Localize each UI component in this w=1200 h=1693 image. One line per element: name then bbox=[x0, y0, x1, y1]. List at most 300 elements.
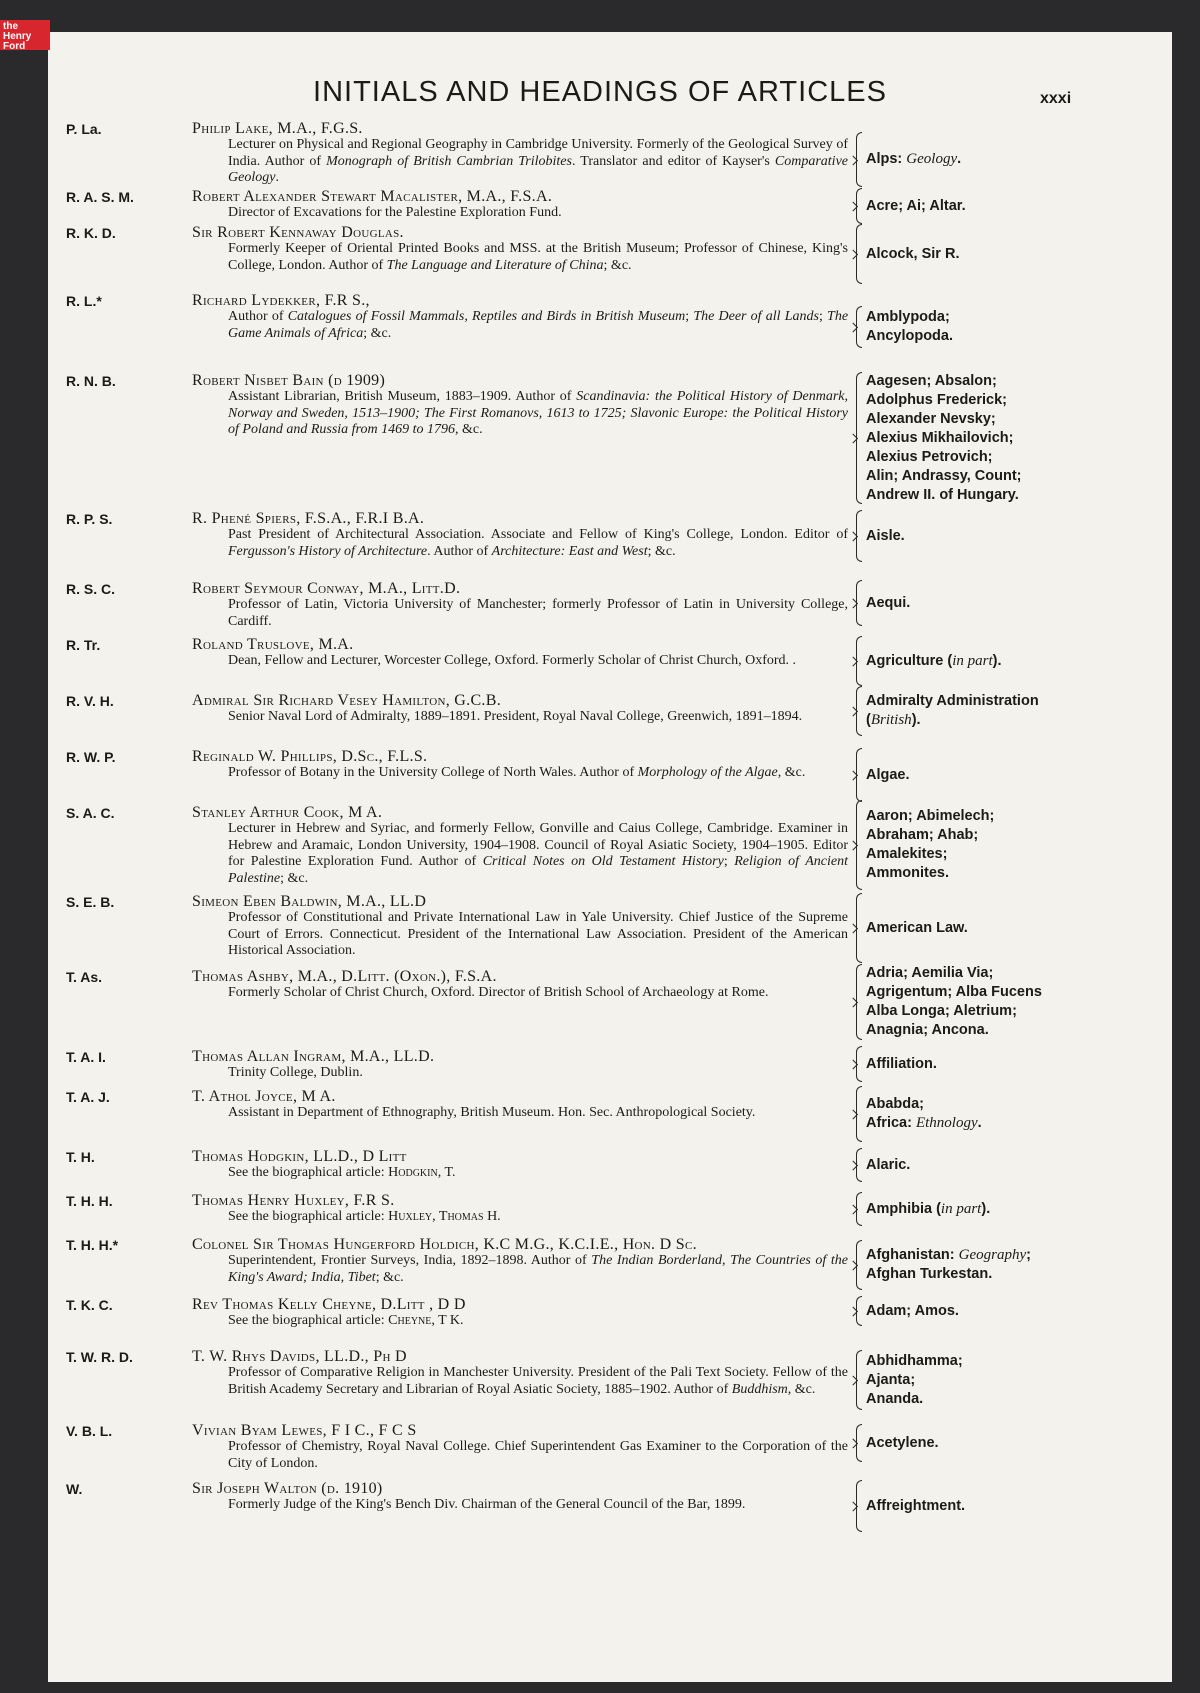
brace-part bbox=[856, 1063, 862, 1082]
contributor-name: Robert Nisbet Bain (d 1909) bbox=[192, 372, 386, 389]
contributor-initials: T. A. I. bbox=[66, 1049, 106, 1065]
contributor-description bbox=[192, 804, 848, 887]
text-run: Professor of Botany in the University College of North Wales. Author of bbox=[228, 765, 638, 780]
article-heading bbox=[866, 429, 1186, 448]
article-headings bbox=[866, 150, 1186, 169]
article-heading bbox=[866, 150, 1186, 169]
article-headings bbox=[866, 1156, 1186, 1175]
text-run: ; bbox=[818, 309, 828, 324]
article-heading bbox=[866, 467, 1186, 486]
contributor-initials: R. S. C. bbox=[66, 581, 116, 597]
contributor-name: Thomas Henry Huxley, F.R S. bbox=[192, 1192, 395, 1209]
article-heading bbox=[866, 1002, 1186, 1021]
article-heading bbox=[866, 372, 1186, 391]
contributor-initials: S. A. C. bbox=[66, 805, 115, 821]
brace-bracket bbox=[852, 188, 862, 224]
contributor-description bbox=[192, 224, 848, 274]
article-headings bbox=[866, 527, 1186, 546]
article-heading bbox=[866, 1371, 1186, 1390]
contributor-name: Stanley Arthur Cook, M A. bbox=[192, 804, 383, 821]
brace-bracket bbox=[852, 580, 862, 626]
article-heading bbox=[866, 486, 1186, 505]
article-headings bbox=[866, 1095, 1186, 1133]
brace-part bbox=[856, 636, 862, 662]
contributor-description bbox=[192, 1296, 848, 1330]
text-run: Alexius Mikhailovich; bbox=[866, 430, 1014, 446]
italic-text: Religion of Ancient Palestine bbox=[228, 854, 848, 886]
text-run: Aagesen; Absalon; bbox=[866, 373, 997, 389]
article-heading bbox=[866, 245, 1186, 264]
text-run: See the biographical article: bbox=[228, 1209, 389, 1224]
text-run: , &c. bbox=[787, 1381, 816, 1397]
article-heading bbox=[866, 527, 1186, 546]
text-run: Professor of Chemistry, Royal Naval College. Chief Superintendent Gas Examiner to the Corporation of the City of London. bbox=[228, 1439, 848, 1471]
text-run: Director of Excavations for the Palestine Exploration Fund. bbox=[228, 205, 562, 220]
contributor-initials: S. E. B. bbox=[66, 894, 115, 910]
article-heading bbox=[866, 410, 1186, 429]
article-heading bbox=[866, 1434, 1186, 1453]
article-heading bbox=[866, 594, 1186, 613]
contributor-description bbox=[192, 372, 848, 439]
contributor-initials: V. B. L. bbox=[66, 1423, 113, 1439]
brace-bracket bbox=[852, 1480, 862, 1532]
text-run: Alps: bbox=[866, 151, 907, 167]
contributor-bio bbox=[228, 241, 848, 274]
italic-text: The Game Animals of Africa bbox=[228, 309, 849, 341]
article-headings bbox=[866, 964, 1186, 1040]
text-run: Alin; Andrassy, Count; bbox=[866, 468, 1022, 484]
brace-bracket bbox=[852, 1192, 862, 1226]
page-number: xxxi bbox=[1040, 90, 1072, 107]
text-run: ; &c. bbox=[363, 325, 392, 341]
brace-part bbox=[856, 580, 862, 604]
contributor-initials: R. W. P. bbox=[66, 749, 116, 765]
text-run: ; bbox=[1026, 1247, 1031, 1263]
contributor-initials: R. L.* bbox=[66, 293, 102, 309]
contributor-name: Reginald W. Phillips, D.Sc., F.L.S. bbox=[192, 748, 428, 765]
contributor-bio bbox=[228, 765, 848, 782]
brace-part bbox=[856, 253, 862, 284]
brace-bracket bbox=[852, 306, 862, 348]
logo-text: Henry bbox=[3, 31, 32, 42]
text-run: Africa: bbox=[866, 1115, 916, 1131]
contributor-description bbox=[192, 188, 848, 222]
contributor-initials: R. N. B. bbox=[66, 373, 116, 389]
italic-text: Geography bbox=[958, 1247, 1027, 1263]
brace-bracket bbox=[852, 224, 862, 284]
contributor-description bbox=[192, 580, 848, 630]
brace-bracket bbox=[852, 1148, 862, 1182]
article-heading bbox=[866, 652, 1186, 671]
text-run: Aisle. bbox=[866, 527, 905, 544]
text-run: Assistant in Department of Ethnography, British Museum. Hon. Sec. Anthropological Society. bbox=[228, 1105, 756, 1120]
text-run: ; &c. bbox=[603, 257, 632, 273]
article-heading bbox=[866, 308, 1186, 327]
brace-part bbox=[856, 1113, 862, 1142]
contributor-initials: T. K. C. bbox=[66, 1297, 113, 1313]
contributor-description bbox=[192, 1480, 848, 1514]
text-run: Ancylopoda. bbox=[866, 328, 954, 344]
italic-text: The Language and Literature of China bbox=[386, 257, 604, 273]
text-run: Abhidhamma; bbox=[866, 1352, 963, 1369]
text-run: Ababda; bbox=[866, 1096, 924, 1112]
text-run: Senior Naval Lord of Admiralty, 1889–1891. President, Royal Naval College, Greenwich, 1891–1894. bbox=[228, 709, 803, 724]
contributor-description bbox=[192, 692, 848, 726]
brace-bracket bbox=[852, 1086, 862, 1142]
article-headings bbox=[866, 308, 1186, 346]
article-headings bbox=[866, 766, 1186, 785]
contributor-bio bbox=[228, 205, 848, 222]
contributor-description bbox=[192, 968, 848, 1002]
contributor-bio bbox=[228, 527, 848, 560]
italic-text: in part bbox=[940, 1200, 982, 1217]
text-run: Author of bbox=[228, 309, 288, 324]
contributor-bio bbox=[228, 910, 848, 960]
text-run: . Translator and editor of Kayser's bbox=[571, 153, 775, 169]
text-run: Afghan Turkestan. bbox=[866, 1266, 993, 1282]
article-headings bbox=[866, 372, 1186, 505]
contributor-name: R. Phené Spiers, F.S.A., F.R.I B.A. bbox=[192, 510, 425, 527]
article-heading bbox=[866, 1246, 1186, 1265]
article-headings bbox=[866, 919, 1186, 938]
text-run: ( bbox=[866, 712, 871, 728]
brace-part bbox=[856, 1480, 862, 1507]
contributor-initials: R. P. S. bbox=[66, 511, 113, 527]
article-heading bbox=[866, 766, 1186, 785]
contributor-initials: R. K. D. bbox=[66, 225, 116, 241]
contributor-bio bbox=[228, 389, 848, 439]
contributor-initials: T. W. R. D. bbox=[66, 1349, 133, 1365]
contributor-name: Sir Robert Kennaway Douglas. bbox=[192, 224, 404, 241]
article-headings bbox=[866, 1055, 1186, 1074]
italic-text: Monograph of British Cambrian Trilobites bbox=[326, 153, 572, 169]
brace-bracket bbox=[852, 1350, 862, 1410]
text-run: . Author of bbox=[427, 543, 492, 559]
page-title: INITIALS AND HEADINGS OF ARTICLES bbox=[313, 76, 887, 108]
text-run: ; &c. bbox=[647, 543, 676, 559]
brace-part bbox=[856, 1086, 862, 1115]
contributor-description bbox=[192, 636, 848, 670]
contributor-description bbox=[192, 1422, 848, 1472]
contributor-bio bbox=[228, 1209, 848, 1226]
contributor-description bbox=[192, 1348, 848, 1398]
contributor-bio bbox=[228, 1497, 848, 1514]
text-run: Afghanistan: bbox=[866, 1247, 959, 1263]
contributor-bio bbox=[228, 1165, 848, 1182]
text-run: Adria; Aemilia Via; bbox=[866, 965, 994, 981]
article-heading bbox=[866, 1265, 1186, 1284]
contributor-name: Robert Alexander Stewart Macalister, M.A., F.S.A. bbox=[192, 188, 553, 205]
contributor-name: Richard Lydekker, F.R S., bbox=[192, 292, 370, 309]
text-run: Trinity College, Dublin. bbox=[228, 1065, 363, 1080]
article-heading bbox=[866, 1200, 1186, 1219]
contributor-initials: W. bbox=[66, 1481, 83, 1497]
brace-part bbox=[856, 893, 862, 929]
article-heading bbox=[866, 807, 1186, 826]
text-run: Professor of Constitutional and Private International Law in Yale University. Chief Justice of the Supreme Court of Errors. Connecticut. President of the International Law Association. President of the American Historical Association. bbox=[228, 910, 848, 958]
italic-text: Catalogues of Fossil Mammals, Reptiles and Birds in British Museum bbox=[287, 309, 686, 324]
brace-bracket bbox=[852, 893, 862, 963]
text-run: Acetylene. bbox=[866, 1434, 939, 1451]
text-run: Agrigentum; Alba Fucens bbox=[866, 984, 1042, 1000]
brace-part bbox=[856, 1350, 862, 1381]
text-run: , &c. bbox=[777, 765, 806, 780]
contributor-description bbox=[192, 1192, 848, 1226]
article-heading bbox=[866, 692, 1186, 711]
brace-part bbox=[856, 205, 862, 224]
article-heading bbox=[866, 327, 1186, 346]
text-run: ; &c. bbox=[280, 870, 309, 886]
brace-part bbox=[856, 927, 862, 963]
contributor-name: Rev Thomas Kelly Cheyne, D.Litt , D D bbox=[192, 1296, 466, 1313]
contributor-description bbox=[192, 292, 848, 342]
brace-bracket bbox=[852, 1424, 862, 1462]
text-run: Adolphus Frederick; bbox=[866, 392, 1007, 408]
article-heading bbox=[866, 197, 1186, 216]
italic-text: Morphology of the Algae bbox=[637, 765, 778, 780]
henry-ford-logo[interactable] bbox=[0, 20, 50, 50]
article-headings bbox=[866, 594, 1186, 613]
text-run: Assistant Librarian, British Museum, 1883–1909. Author of bbox=[228, 389, 577, 404]
text-run: ). bbox=[981, 1200, 991, 1217]
article-heading bbox=[866, 391, 1186, 410]
brace-bracket bbox=[852, 132, 862, 187]
article-headings bbox=[866, 197, 1186, 216]
contributor-bio bbox=[228, 1105, 848, 1122]
contributor-name: Sir Joseph Walton (d. 1910) bbox=[192, 1480, 383, 1497]
italic-text: Critical Notes on Old Testament History bbox=[482, 854, 724, 869]
text-run: Algae. bbox=[866, 766, 910, 783]
text-run: . bbox=[275, 170, 279, 185]
article-headings bbox=[866, 1246, 1186, 1284]
italic-text: Geology bbox=[906, 151, 958, 167]
text-run: Alexius Petrovich; bbox=[866, 449, 993, 465]
brace-part bbox=[856, 964, 862, 1003]
brace-bracket bbox=[852, 372, 862, 504]
contributor-bio bbox=[228, 597, 848, 630]
contributor-bio bbox=[228, 1439, 848, 1472]
contributor-name: T. W. Rhys Davids, LL.D., Ph D bbox=[192, 1348, 407, 1365]
brace-bracket bbox=[852, 748, 862, 802]
contributor-description bbox=[192, 1088, 848, 1122]
text-run: See the biographical article: bbox=[228, 1313, 389, 1328]
text-run: Superintendent, Frontier Surveys, India, 1892–1898. Author of bbox=[228, 1253, 592, 1268]
brace-bracket bbox=[852, 636, 862, 686]
contributor-description bbox=[192, 120, 848, 187]
brace-bracket bbox=[852, 964, 862, 1040]
article-headings bbox=[866, 692, 1186, 730]
text-run: Ajanta; bbox=[866, 1371, 916, 1388]
italic-text: The Indian Borderland, The Countries of the King's Award; India, Tibet bbox=[228, 1253, 848, 1285]
contributor-bio bbox=[228, 653, 848, 670]
contributor-name: T. Athol Joyce, M A. bbox=[192, 1088, 336, 1105]
brace-part bbox=[856, 660, 862, 686]
text-run: Abraham; Ahab; bbox=[866, 827, 979, 843]
article-heading bbox=[866, 845, 1186, 864]
brace-part bbox=[856, 510, 862, 537]
text-run: . bbox=[957, 151, 962, 167]
brace-part bbox=[856, 1208, 862, 1226]
article-heading bbox=[866, 1055, 1186, 1074]
brace-bracket bbox=[852, 800, 862, 890]
text-run: Affreightment. bbox=[866, 1497, 966, 1514]
logo-text: the bbox=[3, 21, 18, 32]
article-heading bbox=[866, 919, 1186, 938]
brace-part bbox=[856, 535, 862, 562]
brace-part bbox=[856, 132, 862, 161]
text-run: Lecturer on Physical and Regional Geography in Cambridge University. Formerly of the Geological Survey of India. Author of bbox=[228, 137, 848, 169]
article-headings bbox=[866, 807, 1186, 883]
brace-part bbox=[856, 844, 862, 890]
contributor-description bbox=[192, 748, 848, 782]
brace-bracket bbox=[852, 686, 862, 736]
article-headings bbox=[866, 1434, 1186, 1453]
brace-part bbox=[856, 1505, 862, 1532]
text-run: Alcock, Sir R. bbox=[866, 245, 960, 262]
contributor-initials: T. H. bbox=[66, 1149, 95, 1165]
brace-part bbox=[856, 774, 862, 802]
article-heading bbox=[866, 1114, 1186, 1133]
contributor-initials: T. As. bbox=[66, 969, 103, 985]
contributor-name: Simeon Eben Baldwin, M.A., LL.D bbox=[192, 893, 427, 910]
article-heading bbox=[866, 826, 1186, 845]
article-heading bbox=[866, 864, 1186, 883]
text-run: Alaric. bbox=[866, 1156, 911, 1173]
contributor-initials: R. Tr. bbox=[66, 637, 101, 653]
italic-text: Buddhism bbox=[731, 1381, 788, 1397]
brace-part bbox=[856, 1164, 862, 1182]
text-run: Amphibia ( bbox=[866, 1200, 941, 1217]
brace-bracket bbox=[852, 1046, 862, 1082]
article-heading bbox=[866, 964, 1186, 983]
italic-text: Scandinavia: the Political History of Denmark, Norway and Sweden, 1513–1900; The First Romanovs, 1613 to 1725; Slavonic Europe: the Political History of Poland and Russia from 1469 to 1796 bbox=[228, 389, 848, 437]
italic-text: Comparative Geology bbox=[228, 153, 848, 185]
contributor-bio bbox=[228, 985, 848, 1002]
text-run: See the biographical article: bbox=[228, 1165, 389, 1180]
text-run: . bbox=[977, 1115, 982, 1131]
article-heading bbox=[866, 983, 1186, 1002]
brace-part bbox=[856, 800, 862, 846]
contributor-name: Thomas Hodgkin, LL.D., D Litt bbox=[192, 1148, 407, 1165]
text-run: Past President of Architectural Association. Associate and Fellow of King's College, London. Editor of bbox=[228, 527, 848, 542]
logo-text: Ford bbox=[3, 41, 26, 52]
contributor-initials: R. A. S. M. bbox=[66, 189, 134, 205]
text-run: Admiralty Administration bbox=[866, 693, 1039, 709]
small-caps-text: Huxley, Thomas H. bbox=[388, 1209, 501, 1224]
text-run: Alexander Nevsky; bbox=[866, 411, 996, 427]
italic-text: Fergusson's History of Architecture bbox=[228, 543, 428, 559]
text-run: Ananda. bbox=[866, 1390, 924, 1407]
text-run: ). bbox=[911, 712, 921, 728]
brace-part bbox=[856, 306, 862, 328]
brace-bracket bbox=[852, 1296, 862, 1326]
text-run: ; &c. bbox=[375, 1269, 404, 1285]
text-run: Agriculture ( bbox=[866, 652, 953, 669]
contributor-name: Thomas Allan Ingram, M.A., LL.D. bbox=[192, 1048, 435, 1065]
text-run: Professor of Latin, Victoria University of Manchester; formerly Professor of Latin in University College, Cardiff. bbox=[228, 597, 848, 629]
text-run: ; bbox=[723, 854, 735, 869]
article-heading bbox=[866, 1021, 1186, 1040]
article-heading bbox=[866, 1302, 1186, 1321]
contributor-name: Colonel Sir Thomas Hungerford Holdich, K.C M.G., K.C.I.E., Hon. D Sc. bbox=[192, 1236, 697, 1253]
article-headings bbox=[866, 245, 1186, 264]
small-caps-text: Hodgkin, T. bbox=[388, 1165, 456, 1180]
contributor-name: Vivian Byam Lewes, F I C., F C S bbox=[192, 1422, 417, 1439]
brace-part bbox=[856, 159, 862, 188]
text-run: Formerly Keeper of Oriental Printed Books and MSS. at the British Museum; Professor of Chinese, King's College, London. Author of bbox=[228, 241, 848, 273]
article-headings bbox=[866, 1200, 1186, 1219]
brace-part bbox=[856, 1424, 862, 1444]
contributor-bio bbox=[228, 1065, 848, 1082]
brace-part bbox=[856, 1379, 862, 1410]
article-headings bbox=[866, 1352, 1186, 1409]
contributor-description bbox=[192, 1148, 848, 1182]
text-run: Formerly Scholar of Christ Church, Oxford. Director of British School of Archaeology at Rome. bbox=[228, 985, 769, 1000]
text-run: Anagnia; Ancona. bbox=[866, 1022, 989, 1038]
brace-part bbox=[856, 326, 862, 348]
text-run: ). bbox=[992, 652, 1002, 669]
brace-part bbox=[856, 1001, 862, 1040]
article-heading bbox=[866, 448, 1186, 467]
contributor-initials: T. A. J. bbox=[66, 1089, 110, 1105]
text-run: ; bbox=[685, 309, 694, 324]
text-run: American Law. bbox=[866, 919, 968, 936]
contributor-description bbox=[192, 893, 848, 960]
article-heading bbox=[866, 711, 1186, 730]
text-run: Adam; Amos. bbox=[866, 1302, 959, 1319]
contributor-bio bbox=[228, 709, 848, 726]
contributor-initials: T. H. H.* bbox=[66, 1237, 119, 1253]
italic-text: Ethnology bbox=[915, 1115, 978, 1131]
contributor-initials: P. La. bbox=[66, 121, 102, 137]
brace-part bbox=[856, 372, 862, 439]
text-run: Affiliation. bbox=[866, 1055, 937, 1072]
article-heading bbox=[866, 1095, 1186, 1114]
text-run: Acre; Ai; Altar. bbox=[866, 197, 966, 214]
text-run: Ammonites. bbox=[866, 865, 949, 881]
contributor-bio bbox=[228, 137, 848, 187]
contributor-name: Robert Seymour Conway, M.A., Litt.D. bbox=[192, 580, 461, 597]
article-heading bbox=[866, 1352, 1186, 1371]
contributor-name: Admiral Sir Richard Vesey Hamilton, G.C.B. bbox=[192, 692, 502, 709]
brace-part bbox=[856, 437, 862, 504]
text-run: Dean, Fellow and Lecturer, Worcester College, Oxford. Formerly Scholar of Christ Church, Oxford. . bbox=[228, 653, 797, 668]
italic-text: Architecture: East and West bbox=[491, 543, 648, 559]
contributor-description bbox=[192, 1236, 848, 1286]
contributor-bio bbox=[228, 1313, 848, 1330]
article-headings bbox=[866, 1497, 1186, 1516]
article-headings bbox=[866, 652, 1186, 671]
article-heading bbox=[866, 1156, 1186, 1175]
contributor-bio bbox=[228, 1365, 848, 1398]
article-heading bbox=[866, 1497, 1186, 1516]
contributor-initials: R. V. H. bbox=[66, 693, 114, 709]
contributor-bio bbox=[228, 1253, 848, 1286]
text-run: Lecturer in Hebrew and Syriac, and formerly Fellow, Gonville and Caius College, Cambridge. Examiner in Hebrew and Aramaic, London University, 1904–1908. Council of Royal Asiatic Society, 1904–1905. Editor for Palestine Exploration Fund. Author of bbox=[228, 821, 848, 869]
article-heading bbox=[866, 1390, 1186, 1409]
brace-part bbox=[856, 748, 862, 776]
brace-bracket bbox=[852, 1240, 862, 1290]
brace-part bbox=[856, 224, 862, 255]
brace-part bbox=[856, 1240, 862, 1266]
text-run: Amalekites; bbox=[866, 846, 948, 862]
contributor-description bbox=[192, 510, 848, 560]
italic-text: in part bbox=[952, 652, 993, 669]
text-run: Formerly Judge of the King's Bench Div. Chairman of the General Council of the Bar, 1899. bbox=[228, 1497, 746, 1512]
contributor-bio bbox=[228, 309, 848, 342]
text-run: Amblypoda; bbox=[866, 309, 950, 325]
text-run: Aequi. bbox=[866, 594, 911, 611]
